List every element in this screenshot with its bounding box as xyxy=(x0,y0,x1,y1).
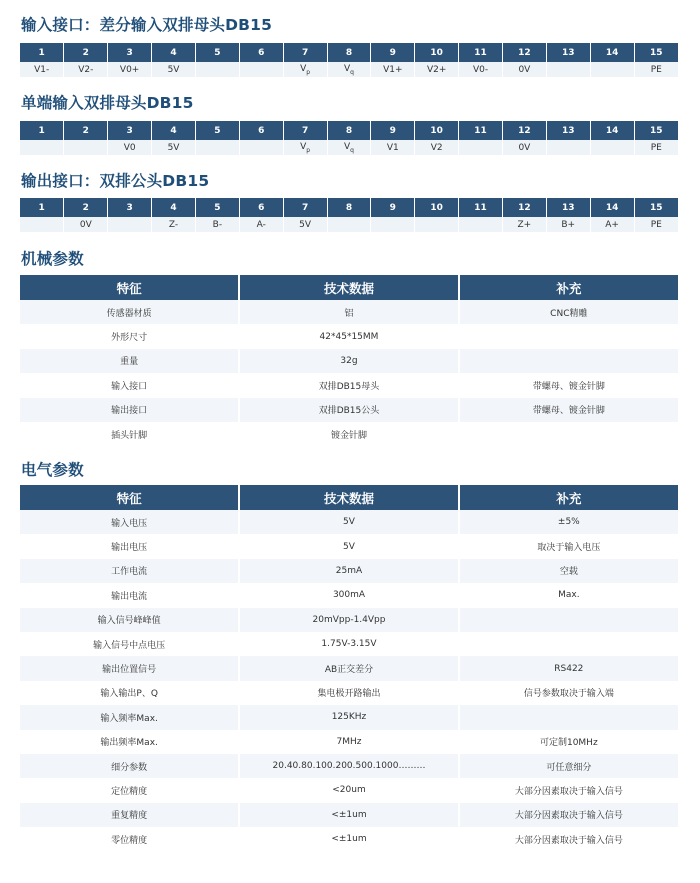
pin-number-row xyxy=(20,43,678,62)
spec-cell: 输出频率Max. xyxy=(20,730,239,754)
spec-cell: 信号参数取决于输入端 xyxy=(459,681,678,705)
pin-number-cell: 14 xyxy=(590,198,634,217)
spec-cell: 输入信号峰峰值 xyxy=(20,608,239,632)
spec-cell: 42*45*15MM xyxy=(239,324,458,348)
pin-value-row xyxy=(20,217,678,232)
spec-header-cell: 特征 xyxy=(20,275,239,300)
diff-input-title: 输入接口：差分输入双排母头DB15 xyxy=(21,16,273,34)
pin-number-cell: 8 xyxy=(327,121,371,140)
pin-signal-subscript: p xyxy=(306,68,311,76)
pin-number-cell: 1 xyxy=(20,43,64,62)
pin-value-cell xyxy=(634,62,678,77)
spec-row xyxy=(20,656,678,680)
spec-row xyxy=(20,324,678,348)
spec-cell: 大部分因素取决于输入信号 xyxy=(459,778,678,802)
pin-number-cell: 11 xyxy=(459,43,503,62)
spec-cell xyxy=(459,349,678,373)
mechanical-title: 机械参数 xyxy=(21,250,84,268)
pin-signal: V0+ xyxy=(119,64,140,75)
pin-number-cell: 12 xyxy=(502,43,546,62)
pin-number-cell: 4 xyxy=(152,121,196,140)
pin-number-cell: 13 xyxy=(546,198,590,217)
pin-number-cell: 14 xyxy=(590,121,634,140)
pin-value-cell xyxy=(590,140,634,155)
pin-value-cell xyxy=(108,62,152,77)
spec-cell: 插头针脚 xyxy=(20,422,239,446)
pin-signal: PE xyxy=(650,64,662,75)
spec-cell: 集电极开路输出 xyxy=(239,681,458,705)
spec-row xyxy=(20,583,678,607)
pin-signal: V1+ xyxy=(383,64,403,75)
spec-cell: 输入信号中点电压 xyxy=(20,632,239,656)
diff-input-pin-table xyxy=(20,43,678,77)
pin-signal: V2+ xyxy=(426,64,447,75)
pin-number-cell: 7 xyxy=(283,198,327,217)
pin-value-cell xyxy=(634,140,678,155)
spec-row xyxy=(20,705,678,729)
spec-cell: 重复精度 xyxy=(20,803,239,827)
output-pin-table xyxy=(20,198,678,232)
spec-row xyxy=(20,754,678,778)
spec-cell xyxy=(459,705,678,729)
pin-signal-subscript: q xyxy=(350,68,354,76)
pin-number-cell: 12 xyxy=(502,198,546,217)
pin-value-cell xyxy=(64,62,108,77)
spec-cell: <±1um xyxy=(239,803,458,827)
pin-signal: V xyxy=(343,63,351,74)
pin-number-cell: 11 xyxy=(459,198,503,217)
pin-value-cell xyxy=(459,62,503,77)
spec-cell: Max. xyxy=(459,583,678,607)
pin-signal: 0V xyxy=(518,142,531,153)
spec-cell: 带螺母、镀金针脚 xyxy=(459,373,678,397)
spec-row xyxy=(20,803,678,827)
pin-number-cell: 7 xyxy=(283,121,327,140)
spec-cell: 输出位置信号 xyxy=(20,656,239,680)
spec-row xyxy=(20,373,678,397)
pin-number-cell: 4 xyxy=(152,198,196,217)
spec-row xyxy=(20,510,678,534)
pin-signal: V1- xyxy=(34,64,50,75)
pin-value-cell xyxy=(459,217,503,232)
pin-number-row xyxy=(20,121,678,140)
electrical-title: 电气参数 xyxy=(21,461,84,479)
pin-number-cell: 11 xyxy=(459,121,503,140)
pin-number-cell: 3 xyxy=(108,198,152,217)
spec-cell: AB正交差分 xyxy=(239,656,458,680)
spec-cell: 25mA xyxy=(239,559,458,583)
spec-row xyxy=(20,730,678,754)
pin-value-cell xyxy=(546,140,590,155)
pin-number-cell: 10 xyxy=(415,43,459,62)
spec-cell: 外形尺寸 xyxy=(20,324,239,348)
spec-row xyxy=(20,422,678,446)
pin-value-cell xyxy=(195,217,239,232)
pin-value-cell xyxy=(371,217,415,232)
pin-number-cell: 15 xyxy=(634,198,678,217)
spec-row xyxy=(20,300,678,324)
pin-signal: 0V xyxy=(518,64,531,75)
pin-value-cell xyxy=(195,140,239,155)
pin-value-cell xyxy=(239,140,283,155)
pin-number-cell: 4 xyxy=(152,43,196,62)
pin-value-cell xyxy=(20,62,64,77)
spec-cell: RS422 xyxy=(459,656,678,680)
spec-row xyxy=(20,827,678,851)
pin-signal: 5V xyxy=(167,142,180,153)
pin-signal: PE xyxy=(650,142,662,153)
spec-cell: 输入频率Max. xyxy=(20,705,239,729)
spec-cell: 32g xyxy=(239,349,458,373)
spec-row xyxy=(20,349,678,373)
pin-signal: 5V xyxy=(167,64,180,75)
spec-cell: 20mVpp-1.4Vpp xyxy=(239,608,458,632)
pin-number-cell: 6 xyxy=(239,43,283,62)
spec-cell: 7MHz xyxy=(239,730,458,754)
spec-cell: 输出电压 xyxy=(20,534,239,558)
pin-number-cell: 6 xyxy=(239,198,283,217)
pin-value-cell xyxy=(459,140,503,155)
pin-number-cell: 3 xyxy=(108,43,152,62)
pin-signal-subscript: q xyxy=(350,146,354,154)
spec-row xyxy=(20,632,678,656)
pin-signal: V xyxy=(343,141,351,152)
pin-value-cell xyxy=(20,217,64,232)
mechanical-spec-table xyxy=(20,275,678,446)
pin-value-cell xyxy=(283,62,327,77)
spec-cell xyxy=(459,608,678,632)
pin-value-cell xyxy=(546,62,590,77)
pin-value-cell xyxy=(239,62,283,77)
spec-header-cell: 补充 xyxy=(459,275,678,300)
pin-number-cell: 5 xyxy=(195,198,239,217)
spec-cell: 重量 xyxy=(20,349,239,373)
pin-number-cell: 2 xyxy=(64,198,108,217)
pin-value-cell xyxy=(283,140,327,155)
pin-value-cell xyxy=(239,217,283,232)
pin-value-cell xyxy=(502,140,546,155)
spec-header-row xyxy=(20,275,678,300)
pin-signal: V0 xyxy=(123,142,136,153)
pin-number-cell: 10 xyxy=(415,198,459,217)
spec-cell: 定位精度 xyxy=(20,778,239,802)
spec-cell: 125KHz xyxy=(239,705,458,729)
spec-cell: 300mA xyxy=(239,583,458,607)
spec-cell xyxy=(459,632,678,656)
pin-value-cell xyxy=(502,62,546,77)
pin-number-cell: 14 xyxy=(590,43,634,62)
pin-value-cell xyxy=(152,217,196,232)
pin-value-cell xyxy=(590,217,634,232)
pin-signal: 5V xyxy=(299,219,312,230)
pin-signal: A- xyxy=(256,219,266,230)
pin-signal: V xyxy=(300,141,307,152)
pin-signal: Z- xyxy=(168,219,179,230)
pin-number-cell: 15 xyxy=(634,121,678,140)
spec-cell: ±5% xyxy=(459,510,678,534)
pin-signal: A+ xyxy=(605,219,619,230)
spec-cell: 空载 xyxy=(459,559,678,583)
pin-number-row xyxy=(20,198,678,217)
spec-cell: 带螺母、镀金针脚 xyxy=(459,398,678,422)
spec-cell: 5V xyxy=(239,510,458,534)
spec-cell: 双排DB15母头 xyxy=(239,373,458,397)
pin-value-cell xyxy=(371,140,415,155)
pin-number-cell: 15 xyxy=(634,43,678,62)
pin-number-cell: 2 xyxy=(64,43,108,62)
pin-number-cell: 10 xyxy=(415,121,459,140)
spec-cell: 5V xyxy=(239,534,458,558)
pin-signal: V2- xyxy=(78,64,94,75)
pin-value-cell xyxy=(590,62,634,77)
spec-cell: 工作电流 xyxy=(20,559,239,583)
single-input-title: 单端输入双排母头DB15 xyxy=(21,94,194,112)
pin-number-cell: 5 xyxy=(195,43,239,62)
pin-value-row xyxy=(20,140,678,155)
pin-signal: V1 xyxy=(386,142,399,153)
spec-header-cell: 补充 xyxy=(459,485,678,510)
pin-number-cell: 3 xyxy=(108,121,152,140)
pin-signal: V0- xyxy=(472,64,489,75)
pin-value-cell xyxy=(108,140,152,155)
pin-value-cell xyxy=(634,217,678,232)
electrical-spec-table xyxy=(20,485,678,851)
pin-value-cell xyxy=(64,217,108,232)
pin-value-row xyxy=(20,62,678,77)
pin-number-cell: 9 xyxy=(371,198,415,217)
spec-cell: 1.75V-3.15V xyxy=(239,632,458,656)
pin-number-cell: 8 xyxy=(327,198,371,217)
spec-cell xyxy=(459,324,678,348)
pin-signal: PE xyxy=(650,219,662,230)
spec-header-cell: 技术数据 xyxy=(239,485,458,510)
pin-value-cell xyxy=(152,140,196,155)
spec-row xyxy=(20,534,678,558)
pin-number-cell: 12 xyxy=(502,121,546,140)
spec-cell: 输入输出P、Q xyxy=(20,681,239,705)
pin-value-cell xyxy=(64,140,108,155)
spec-cell: 双排DB15公头 xyxy=(239,398,458,422)
pin-signal: 0V xyxy=(79,219,92,230)
pin-value-cell xyxy=(195,62,239,77)
pin-value-cell xyxy=(546,217,590,232)
pin-signal: Z+ xyxy=(517,219,532,230)
pin-value-cell xyxy=(108,217,152,232)
pin-value-cell xyxy=(327,62,371,77)
spec-header-cell: 特征 xyxy=(20,485,239,510)
spec-cell: 可定制10MHz xyxy=(459,730,678,754)
pin-value-cell xyxy=(415,140,459,155)
spec-cell: 铝 xyxy=(239,300,458,324)
pin-value-cell xyxy=(327,217,371,232)
pin-number-cell: 13 xyxy=(546,121,590,140)
spec-cell: 传感器材质 xyxy=(20,300,239,324)
spec-row xyxy=(20,559,678,583)
spec-row xyxy=(20,608,678,632)
spec-row xyxy=(20,681,678,705)
spec-cell: 输出电流 xyxy=(20,583,239,607)
pin-number-cell: 6 xyxy=(239,121,283,140)
spec-header-row xyxy=(20,485,678,510)
spec-cell: <20um xyxy=(239,778,458,802)
pin-value-cell xyxy=(371,62,415,77)
pin-number-cell: 7 xyxy=(283,43,327,62)
pin-value-cell xyxy=(415,217,459,232)
spec-cell: 细分参数 xyxy=(20,754,239,778)
pin-number-cell: 9 xyxy=(371,121,415,140)
spec-cell: 大部分因素取决于输入信号 xyxy=(459,827,678,851)
pin-value-cell xyxy=(283,217,327,232)
pin-number-cell: 2 xyxy=(64,121,108,140)
spec-cell: 零位精度 xyxy=(20,827,239,851)
spec-cell: 输入接口 xyxy=(20,373,239,397)
pin-signal: B+ xyxy=(561,219,576,230)
spec-cell: 输入电压 xyxy=(20,510,239,534)
pin-number-cell: 13 xyxy=(546,43,590,62)
spec-cell: 大部分因素取决于输入信号 xyxy=(459,803,678,827)
spec-row xyxy=(20,398,678,422)
spec-cell: 输出接口 xyxy=(20,398,239,422)
pin-signal: V xyxy=(300,63,307,74)
pin-value-cell xyxy=(502,217,546,232)
pin-number-cell: 1 xyxy=(20,121,64,140)
pin-value-cell xyxy=(152,62,196,77)
spec-cell: 可任意细分 xyxy=(459,754,678,778)
spec-row xyxy=(20,778,678,802)
spec-cell: CNC精雕 xyxy=(459,300,678,324)
pin-number-cell: 5 xyxy=(195,121,239,140)
spec-cell: <±1um xyxy=(239,827,458,851)
output-title: 输出接口：双排公头DB15 xyxy=(21,172,210,190)
spec-cell: 取决于输入电压 xyxy=(459,534,678,558)
pin-value-cell xyxy=(327,140,371,155)
spec-cell xyxy=(459,422,678,446)
pin-signal: V2 xyxy=(430,142,443,153)
pin-value-cell xyxy=(415,62,459,77)
pin-number-cell: 9 xyxy=(371,43,415,62)
spec-cell: 镀金针脚 xyxy=(239,422,458,446)
pin-number-cell: 1 xyxy=(20,198,64,217)
pin-value-cell xyxy=(20,140,64,155)
pin-signal: B- xyxy=(212,219,223,230)
pin-number-cell: 8 xyxy=(327,43,371,62)
spec-cell: 20.40.80.100.200.500.1000……… xyxy=(239,754,458,778)
spec-header-cell: 技术数据 xyxy=(239,275,458,300)
single-input-pin-table xyxy=(20,121,678,155)
pin-signal-subscript: p xyxy=(306,146,311,154)
